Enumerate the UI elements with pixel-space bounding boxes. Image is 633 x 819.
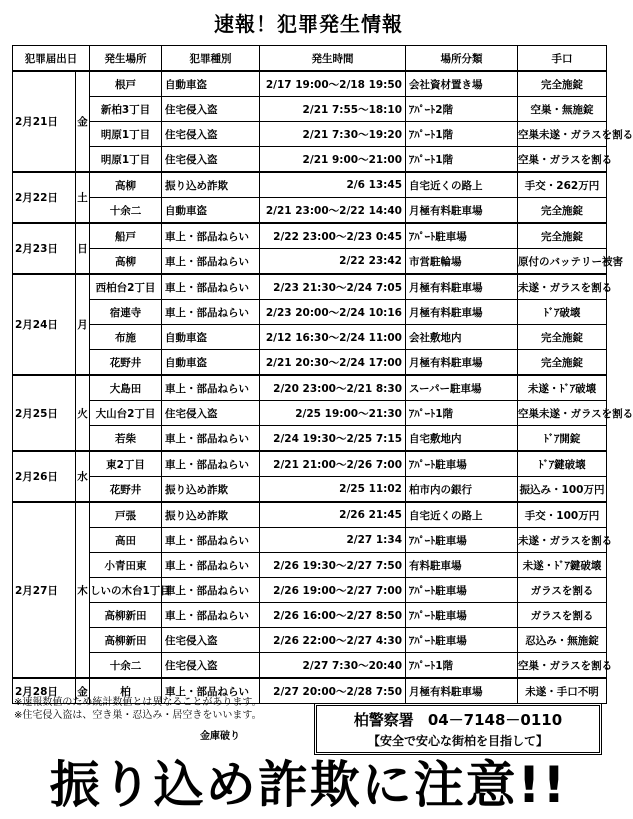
place-cell: 西柏台2丁目 [90,274,162,300]
location-cell: 自宅近くの路上 [406,502,518,528]
time-cell: 2/20 23:00～2/21 8:30 [260,375,406,401]
place-cell: 明原1丁目 [90,122,162,147]
police-motto: 【安全で安心な街柏を目指して】 [367,734,548,748]
location-cell: 市営駐輪場 [406,249,518,275]
time-cell: 2/24 19:30～2/25 7:15 [260,426,406,452]
kinko-label: 金庫破り [200,731,240,742]
table-header-row [13,46,607,72]
place-cell: 大島田 [90,375,162,401]
place-cell: 高柳 [90,249,162,275]
location-cell: 月極有料駐車場 [406,300,518,325]
location-cell: 月極有料駐車場 [406,198,518,224]
header-date: 犯罪届出日 [13,46,90,72]
time-cell: 2/21 21:00～2/26 7:00 [260,451,406,477]
type-cell: 車上・部品ねらい [162,678,260,704]
weekday-cell: 金 [76,678,90,704]
date-cell: 2月23日 [13,223,76,274]
type-cell: 振り込め詐欺 [162,477,260,503]
date-cell: 2月22日 [13,172,76,223]
location-cell: 有料駐車場 [406,553,518,578]
method-cell: 忍込み・無施錠 [518,628,607,653]
method-cell: 完全施錠 [518,325,607,350]
method-cell: 原付のバッテリー被害 [518,249,607,275]
method-cell: 未遂・ﾄﾞｱ鍵破壊 [518,553,607,578]
time-cell: 2/21 7:30～19:20 [260,122,406,147]
method-cell: ガラスを割る [518,603,607,628]
header-time: 発生時間 [260,46,406,72]
date-cell: 2月28日 [13,678,76,704]
time-cell: 2/26 19:30～2/27 7:50 [260,553,406,578]
table-row [13,274,607,300]
table-row [13,300,607,325]
place-cell: 大山台2丁目 [90,401,162,426]
method-cell: 空巣未遂・ガラスを割る [518,401,607,426]
location-cell: ｱﾊﾟｰﾄ駐車場 [406,628,518,653]
table-row [13,350,607,376]
police-contact-box [314,703,602,755]
location-cell: ｱﾊﾟｰﾄ1階 [406,401,518,426]
location-cell: 自宅近くの路上 [406,172,518,198]
method-cell: 完全施錠 [518,198,607,224]
type-cell: 車上・部品ねらい [162,426,260,452]
method-cell: ﾄﾞｱ破壊 [518,300,607,325]
location-cell: ｱﾊﾟｰﾄ駐車場 [406,223,518,249]
time-cell: 2/17 19:00～2/18 19:50 [260,71,406,97]
method-cell: ﾄﾞｱ開錠 [518,426,607,452]
place-cell: 高柳新田 [90,603,162,628]
type-cell: 振り込め詐欺 [162,502,260,528]
location-cell: スーパー駐車場 [406,375,518,401]
table-row [13,249,607,275]
method-cell: 手交・100万円 [518,502,607,528]
weekday-cell: 火 [76,375,90,451]
type-cell: 車上・部品ねらい [162,300,260,325]
type-cell: 自動車盗 [162,198,260,224]
time-cell: 2/23 20:00～2/24 10:16 [260,300,406,325]
location-cell: 月極有料駐車場 [406,350,518,376]
type-cell: 住宅侵入盗 [162,122,260,147]
date-cell: 2月27日 [13,502,76,678]
method-cell: 未遂・手口不明 [518,678,607,704]
table-row [13,325,607,350]
place-cell: 花野井 [90,477,162,503]
type-cell: 車上・部品ねらい [162,451,260,477]
type-cell: 住宅侵入盗 [162,401,260,426]
place-cell: 戸張 [90,502,162,528]
type-cell: 車上・部品ねらい [162,528,260,553]
police-phone: 04－7148－0110 [427,711,563,729]
time-cell: 2/12 16:30～2/24 11:00 [260,325,406,350]
weekday-cell: 土 [76,172,90,223]
type-cell: 車上・部品ねらい [162,553,260,578]
table-row [13,477,607,503]
weekday-cell: 日 [76,223,90,274]
time-cell: 2/21 23:00～2/22 14:40 [260,198,406,224]
place-cell: 十余二 [90,653,162,679]
table-row [13,451,607,477]
place-cell: 若柴 [90,426,162,452]
time-cell: 2/26 19:00～2/27 7:00 [260,578,406,603]
header-type: 犯罪種別 [162,46,260,72]
time-cell: 2/21 9:00～21:00 [260,147,406,173]
method-cell: 振込み・100万円 [518,477,607,503]
header-place: 発生場所 [90,46,162,72]
time-cell: 2/27 7:30～20:40 [260,653,406,679]
place-cell: 新柏3丁目 [90,97,162,122]
method-cell: 未遂・ﾄﾞｱ破壊 [518,375,607,401]
time-cell: 2/23 21:30～2/24 7:05 [260,274,406,300]
footnote: ※住宅侵入盗は、空き巣・忍込み・居空きをいいます。 [14,710,262,721]
place-cell: 高柳 [90,172,162,198]
type-cell: 車上・部品ねらい [162,249,260,275]
time-cell: 2/27 1:34 [260,528,406,553]
date-cell: 2月24日 [13,274,76,375]
weekday-cell: 月 [76,274,90,375]
table-row [13,147,607,173]
crime-table [12,45,633,704]
time-cell: 2/21 20:30～2/24 17:00 [260,350,406,376]
type-cell: 自動車盗 [162,71,260,97]
weekday-cell: 木 [76,502,90,678]
method-cell: 未遂・ガラスを割る [518,528,607,553]
location-cell: 月極有料駐車場 [406,274,518,300]
table-row [13,603,607,628]
location-cell: 月極有料駐車場 [406,678,518,704]
time-cell: 2/22 23:42 [260,249,406,275]
place-cell: 柏 [90,678,162,704]
method-cell: 手交・262万円 [518,172,607,198]
type-cell: 自動車盗 [162,325,260,350]
place-cell: 明原1丁目 [90,147,162,173]
time-cell: 2/26 22:00～2/27 4:30 [260,628,406,653]
method-cell: 完全施錠 [518,350,607,376]
table-row [13,628,607,653]
type-cell: 車上・部品ねらい [162,274,260,300]
method-cell: 空巣未遂・ガラスを割る [518,122,607,147]
time-cell: 2/25 11:02 [260,477,406,503]
type-cell: 車上・部品ねらい [162,223,260,249]
table-row [13,401,607,426]
page-title: 速報！犯罪発生情報 [214,12,403,36]
type-cell: 振り込め詐欺 [162,172,260,198]
weekday-cell: 金 [76,71,90,172]
method-cell: ﾄﾞｱ鍵破壊 [518,451,607,477]
location-cell: 会社資材置き場 [406,71,518,97]
method-cell: ガラスを割る [518,578,607,603]
place-cell: 花野井 [90,350,162,376]
method-cell: 空巣・無施錠 [518,97,607,122]
table-row [13,426,607,452]
place-cell: 高田 [90,528,162,553]
time-cell: 2/21 7:55～18:10 [260,97,406,122]
table-row [13,223,607,249]
header-location: 場所分類 [406,46,518,72]
slogan: 振り込め詐欺に注意!! [49,756,568,814]
table-row [13,71,607,97]
table-row [13,198,607,224]
weekday-cell: 水 [76,451,90,502]
table-row [13,578,607,603]
type-cell: 住宅侵入盗 [162,147,260,173]
location-cell: ｱﾊﾟｰﾄ駐車場 [406,603,518,628]
table-row [13,553,607,578]
header-method: 手口 [518,46,607,72]
time-cell: 2/27 20:00～2/28 7:50 [260,678,406,704]
time-cell: 2/25 19:00～21:30 [260,401,406,426]
footnotes [14,696,262,722]
table-row [13,528,607,553]
date-cell: 2月25日 [13,375,76,451]
location-cell: ｱﾊﾟｰﾄ駐車場 [406,528,518,553]
place-cell: 船戸 [90,223,162,249]
table-row [13,502,607,528]
table-row [13,97,607,122]
table-row [13,653,607,679]
time-cell: 2/22 23:00～2/23 0:45 [260,223,406,249]
type-cell: 車上・部品ねらい [162,578,260,603]
footnote: ※速報数値のため統計数値とは異なることがあります。 [14,697,262,708]
method-cell: 空巣・ガラスを割る [518,653,607,679]
place-cell: 布施 [90,325,162,350]
location-cell: ｱﾊﾟｰﾄ1階 [406,122,518,147]
table-row [13,172,607,198]
type-cell: 住宅侵入盗 [162,628,260,653]
location-cell: ｱﾊﾟｰﾄ2階 [406,97,518,122]
place-cell: 東2丁目 [90,451,162,477]
location-cell: ｱﾊﾟｰﾄ駐車場 [406,578,518,603]
method-cell: 未遂・ガラスを割る [518,274,607,300]
type-cell: 車上・部品ねらい [162,375,260,401]
type-cell: 住宅侵入盗 [162,653,260,679]
location-cell: ｱﾊﾟｰﾄ1階 [406,147,518,173]
place-cell: 根戸 [90,71,162,97]
table-row [13,122,607,147]
type-cell: 車上・部品ねらい [162,603,260,628]
place-cell: しいの木台1丁目 [90,578,162,603]
type-cell: 自動車盗 [162,350,260,376]
type-cell: 住宅侵入盗 [162,97,260,122]
police-name: 柏警察署 [353,711,414,729]
place-cell: 十余二 [90,198,162,224]
time-cell: 2/26 21:45 [260,502,406,528]
method-cell: 完全施錠 [518,71,607,97]
place-cell: 小青田東 [90,553,162,578]
location-cell: 自宅敷地内 [406,426,518,452]
method-cell: 完全施錠 [518,223,607,249]
time-cell: 2/26 16:00～2/27 8:50 [260,603,406,628]
location-cell: ｱﾊﾟｰﾄ駐車場 [406,451,518,477]
date-cell: 2月26日 [13,451,76,502]
time-cell: 2/6 13:45 [260,172,406,198]
location-cell: 会社敷地内 [406,325,518,350]
date-cell: 2月21日 [13,71,76,172]
place-cell: 高柳新田 [90,628,162,653]
method-cell: 空巣・ガラスを割る [518,147,607,173]
table-row [13,375,607,401]
location-cell: ｱﾊﾟｰﾄ1階 [406,653,518,679]
place-cell: 宿連寺 [90,300,162,325]
location-cell: 柏市内の銀行 [406,477,518,503]
